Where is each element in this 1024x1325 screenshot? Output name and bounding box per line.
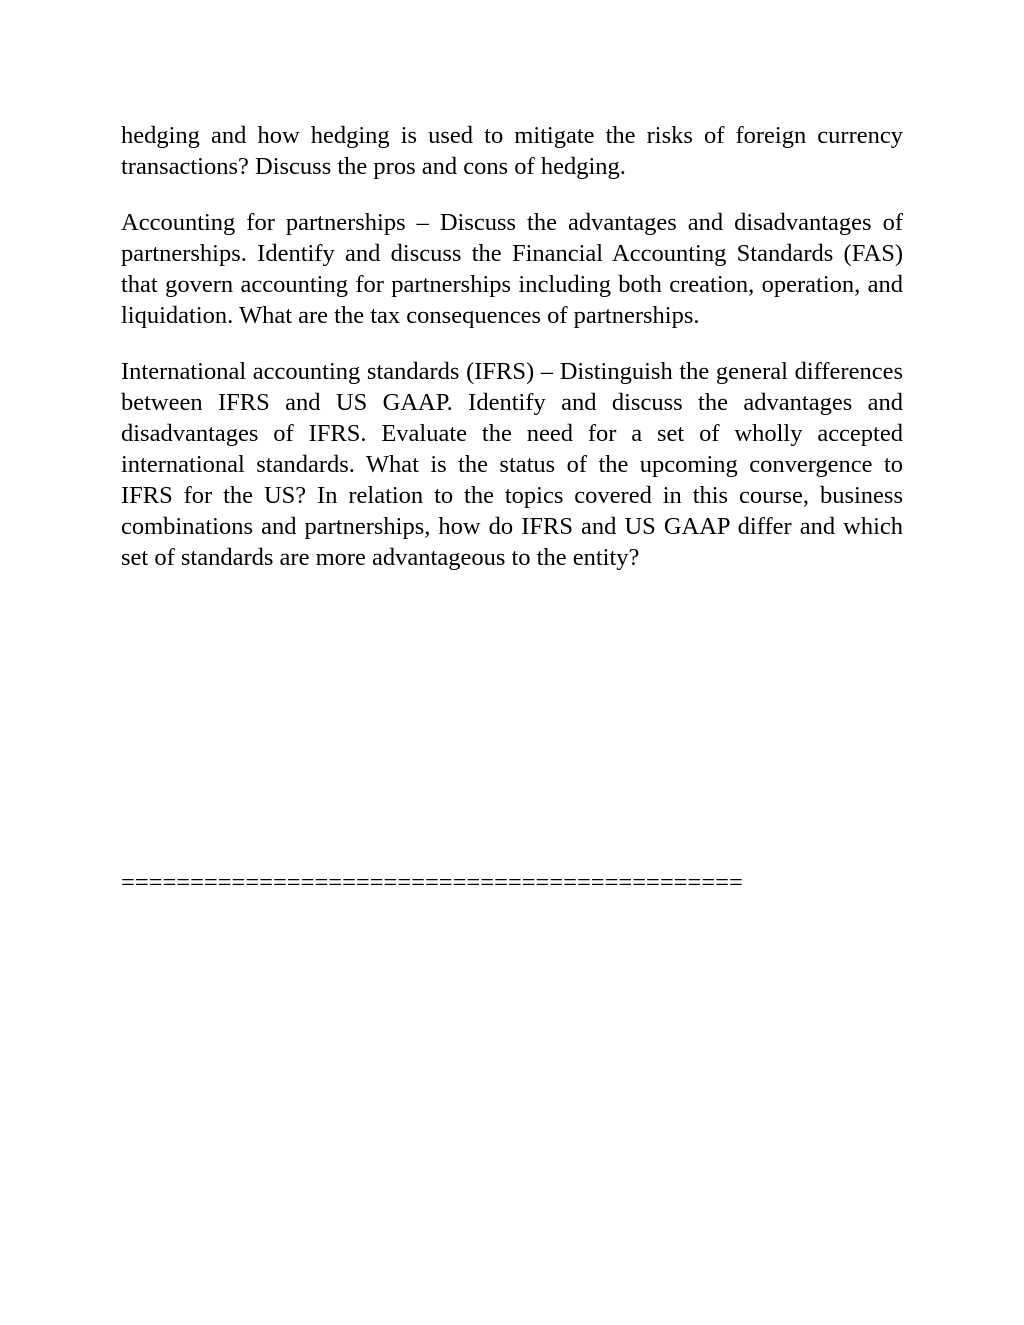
document-body: [121, 120, 903, 598]
paragraph-partnerships: Accounting for partnerships – Discuss the advantages and disadvantages of partnerships. Identify and discuss the Financial Accounting Standards (FAS) that govern accounting for partnerships including both creation, operation, and liquidation. What are the tax consequences of partnerships.: [121, 209, 903, 329]
separator-line: =============================================: [121, 869, 743, 896]
paragraph-hedging: hedging and how hedging is used to mitigate the risks of foreign currency transactions? Discuss the pros and cons of hedging.: [121, 122, 903, 180]
paragraph-ifrs: International accounting standards (IFRS) – Distinguish the general differences between IFRS and US GAAP. Identify and discuss the advantages and disadvantages of IFRS. Evaluate the need for a set of wholly accepted international standards. What is the status of the upcoming convergence to IFRS for the US? In relation to the topics covered in this course, business combinations and partnerships, how do IFRS and US GAAP differ and which set of standards are more advantageous to the entity?: [121, 358, 903, 571]
